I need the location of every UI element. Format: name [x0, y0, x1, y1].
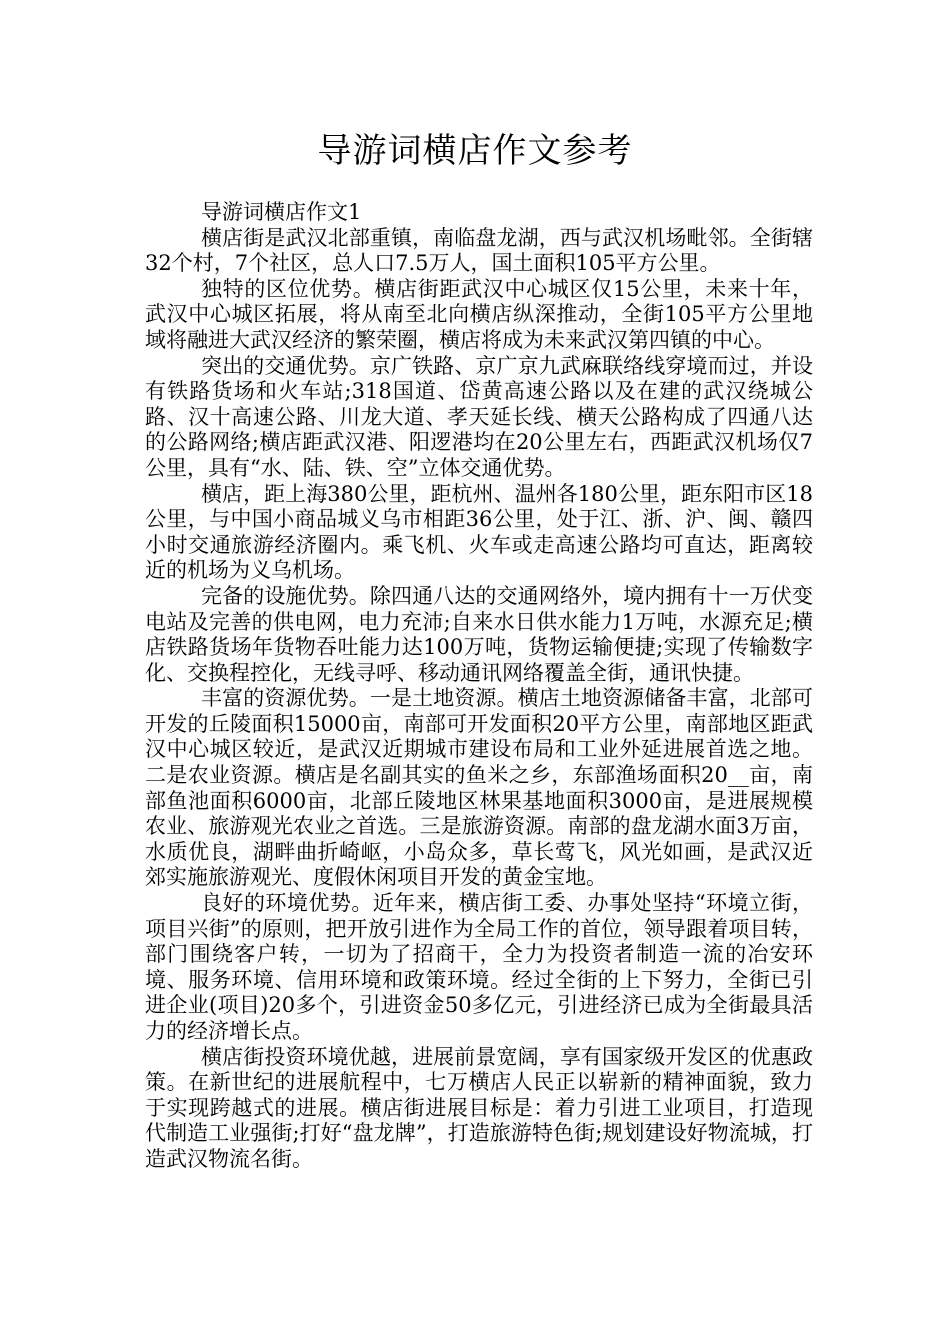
paragraph-subtitle: 导游词横店作文1 [201, 200, 362, 224]
paragraph-distance: 横店，距上海380公里，距杭州、温州各180公里，距东阳市区18公里，与中国小商品城义乌市相距36公里，处于江、浙、沪、闽、赣四小时交通旅游经济圈内。乘飞机、火车或走高速公路均可直达，距离较近的机场为义乌机场。 [145, 481, 813, 583]
paragraph-resources: 丰富的资源优势。一是土地资源。横店土地资源储备丰富，北部可开发的丘陵面积15000亩，南部可开发面积20平方公里，南部地区距武汉中心城区较近，是武汉近期城市建设布局和工业外延进展首选之地。二是农业资源。横店是名副其实的鱼米之乡，东部渔场面积20__亩，南部鱼池面积6000亩，北部丘陵地区林果基地面积3000亩，是进展规模农业、旅游观光农业之首选。三是旅游资源。南部的盘龙湖水面3万亩，水质优良，湖畔曲折崎岖，小岛众多，草长莺飞，风光如画，是武汉近郊实施旅游观光、度假休闲项目开发的黄金宝地。 [145, 686, 813, 890]
paragraph-environment: 良好的环境优势。近年来，横店街工委、办事处坚持“环境立街，项目兴街”的原则，把开放引进作为全局工作的首位，领导跟着项目转，部门围绕客户转，一切为了招商干，全力为投资者制造一流的冶安环境、服务环境、信用环境和政策环境。经过全街的上下努力，全街已引进企业(项目)20多个，引进资金50多亿元，引进经济已成为全街最具活力的经济增长点。 [145, 891, 813, 1043]
paragraph-intro: 横店街是武汉北部重镇，南临盘龙湖，西与武汉机场毗邻。全街辖32个村，7个社区，总人口7.5万人，国土面积105平方公里。 [145, 225, 813, 276]
paragraph-facilities: 完备的设施优势。除四通八达的交通网络外，境内拥有十一万伏变电站及完善的供电网，电力充沛;自来水日供水能力1万吨，水源充足;横店铁路货场年货物吞吐能力达100万吨，货物运输便捷;实现了传输数字化、交换程控化，无线寻呼、移动通讯网络覆盖全街，通讯快捷。 [145, 583, 813, 685]
paragraph-outlook: 横店街投资环境优越，进展前景宽阔，享有国家级开发区的优惠政策。在新世纪的进展航程中，七万横店人民正以崭新的精神面貌，致力于实现跨越式的进展。横店街进展目标是：着力引进工业项目，打造现代制造工业强街;打好“盘龙牌”，打造旅游特色街;规划建设好物流城，打造武汉物流名街。 [145, 1044, 813, 1171]
document-body [145, 200, 813, 1173]
paragraph-location: 独特的区位优势。横店街距武汉中心城区仅15公里，未来十年，武汉中心城区拓展，将从南至北向横店纵深推动，全街105平方公里地域将融进大武汉经济的繁荣圈，横店将成为未来武汉第四镇的中心。 [145, 276, 813, 352]
paragraph-transport: 突出的交通优势。京广铁路、京广京九武麻联络线穿境而过，并设有铁路货场和火车站;318国道、岱黄高速公路以及在建的武汉绕城公路、汉十高速公路、川龙大道、孝天延长线、横天公路构成了四通八达的公路网络;横店距武汉港、阳逻港均在20公里左右，西距武汉机场仅7公里，具有“水、陆、铁、空”立体交通优势。 [145, 353, 813, 480]
document-title: 导游词横店作文参考 [317, 131, 633, 171]
